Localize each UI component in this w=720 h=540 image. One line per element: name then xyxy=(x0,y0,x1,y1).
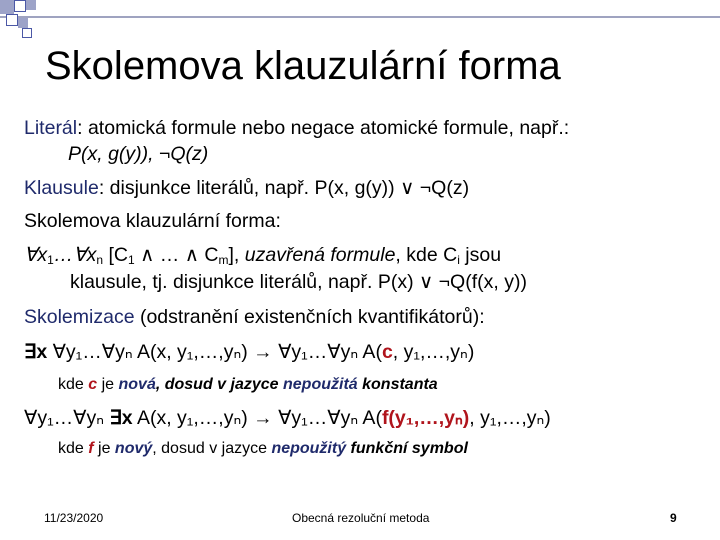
klausule-line xyxy=(24,176,469,200)
formula2-a: ∀y₁…∀yₙ xyxy=(24,407,110,429)
skolem-form-text: Skolemova klauzulární forma: xyxy=(24,210,281,232)
note1-b: je xyxy=(97,376,119,393)
decor-square-6 xyxy=(22,28,32,38)
formula2-b: A(x, y₁,…,yₙ) → ∀y₁…∀yₙ A( xyxy=(132,407,382,429)
footer-title: Obecná rezoluční metoda xyxy=(292,511,430,525)
forall-conj: ∧ … ∧ C xyxy=(134,244,219,266)
decor-square-5 xyxy=(18,18,28,28)
closed-formula: uzavřená formule xyxy=(244,244,396,266)
skolem-form-line xyxy=(24,209,281,233)
formula2-tail: , y₁,…,yₙ) xyxy=(469,407,551,429)
note2-novy: nový xyxy=(114,440,153,457)
literal-term: Literál xyxy=(24,117,78,139)
forall-kde: , kde C xyxy=(395,244,458,266)
slide-title: Skolemova klauzulární forma xyxy=(45,44,561,88)
header-rule xyxy=(0,16,720,18)
formula1-exists: ∃x xyxy=(24,341,48,363)
decor-square-4 xyxy=(6,14,18,26)
footer-date: 11/23/2020 xyxy=(44,511,104,525)
formula1-c: c xyxy=(381,341,393,363)
literal-example-text: P(x, g(y)), ¬Q(z) xyxy=(68,143,209,165)
klausule-definition: : disjunkce literálů, např. P(x, g(y)) ∨ ¬Q(z) xyxy=(98,177,470,199)
literal-definition: : atomická formule nebo negace atomické formule, např.: xyxy=(77,117,570,139)
note2-b: je xyxy=(93,440,115,457)
forall-bracket: [C xyxy=(103,244,128,266)
klausule-example-text: klausule, tj. disjunkce literálů, např. P(x) ∨ ¬Q(f(x, y)) xyxy=(70,271,527,293)
decor-square-1 xyxy=(0,0,14,14)
page-number: 9 xyxy=(670,511,677,525)
skolemizace-rest: (odstranění existenčních kvantifikátorů): xyxy=(134,306,485,328)
klausule-term: Klausule xyxy=(24,177,99,199)
note2-a: kde xyxy=(58,440,89,457)
skolemizace-line xyxy=(24,305,485,329)
formula2-exists: ∃x xyxy=(109,407,133,429)
forall-line: $\forall x_1\dots\forall x_n$ [$C_1$ ∧ … ∧ $C_m$], uzavřená formule, kde $C_i$ jsou xyxy=(24,244,502,267)
decor-square-2 xyxy=(14,0,26,12)
note-1 xyxy=(58,373,438,397)
literal-line xyxy=(24,116,569,140)
note2-f: f xyxy=(88,440,94,457)
skolemizace-term: Skolemizace xyxy=(24,306,135,328)
forall-close: ], xyxy=(228,244,245,266)
formula1-tail: , y₁,…,yₙ) xyxy=(392,341,475,363)
formula1-body: ∀y₁…∀yₙ A(x, y₁,…,yₙ) → ∀y₁…∀yₙ A( xyxy=(52,341,382,363)
note2-c: , dosud v jazyce xyxy=(152,440,272,457)
note1-a: kde xyxy=(58,376,89,393)
formula-1 xyxy=(24,340,474,364)
note1-d: , dosud v jazyce xyxy=(155,376,283,393)
note1-c: c xyxy=(88,376,98,393)
forall-jsou: jsou xyxy=(459,244,502,266)
note2-nepouzity: nepoužitý xyxy=(271,440,347,457)
formula-2 xyxy=(24,406,551,430)
forall-xn: …∀x xyxy=(53,244,97,266)
note1-nova: nová xyxy=(118,376,156,393)
note2-d: funkční symbol xyxy=(346,440,468,457)
forall-x1: ∀x xyxy=(24,244,48,266)
klausule-example-line xyxy=(70,270,527,294)
note1-nepouzita: nepoužitá xyxy=(283,376,358,393)
formula2-f: f(y₁,…,yₙ) xyxy=(381,407,470,429)
literal-example xyxy=(68,142,208,166)
decor-square-3 xyxy=(26,0,36,10)
note-2 xyxy=(58,437,468,461)
note1-e: konstanta xyxy=(357,376,438,393)
